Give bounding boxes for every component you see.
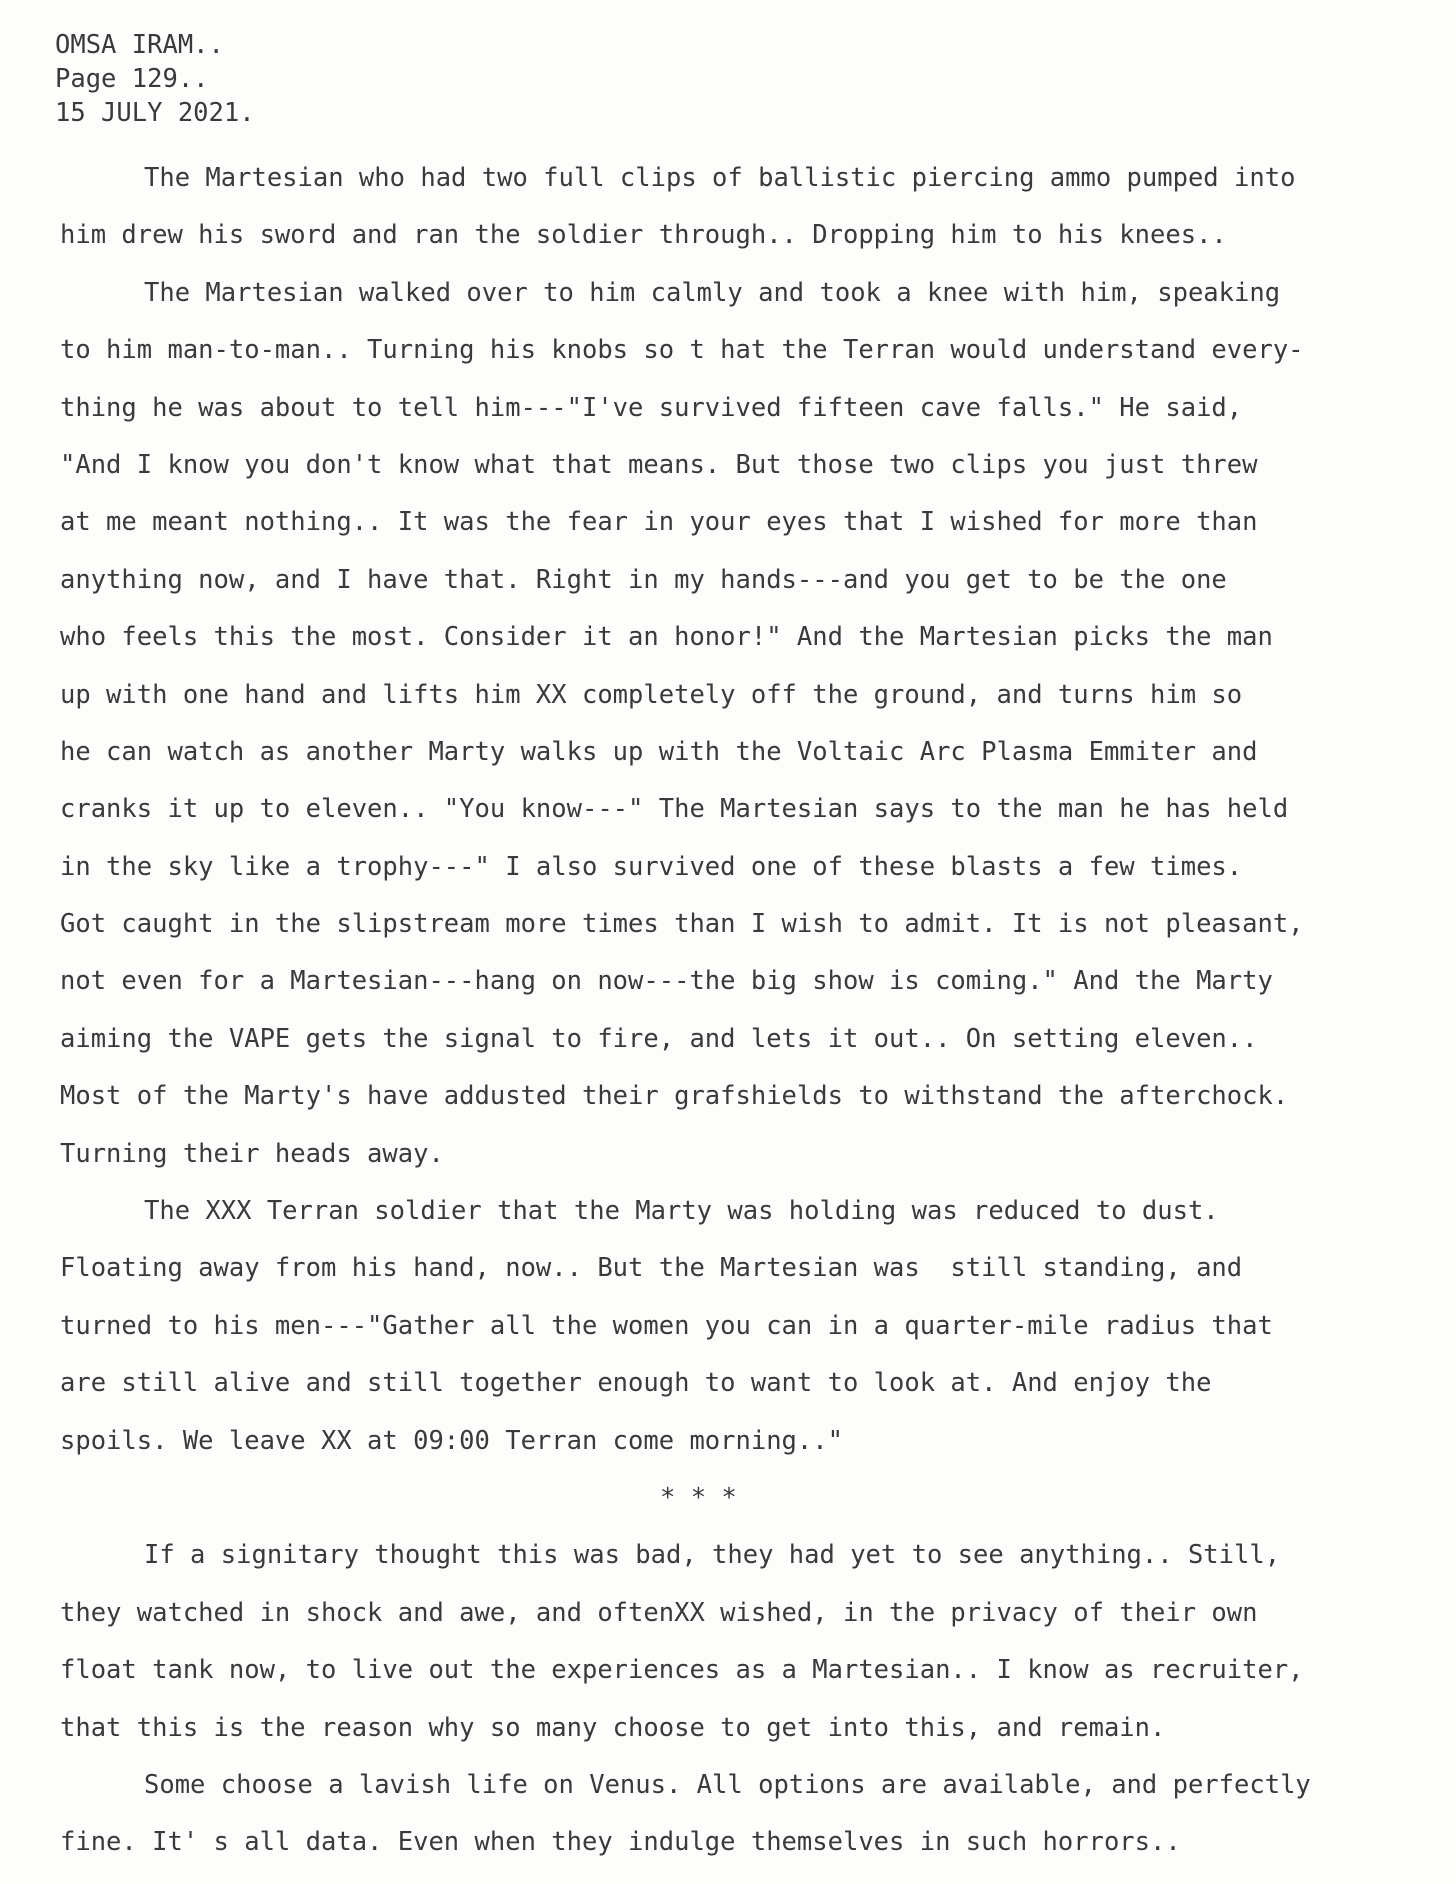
text-line: spoils. We leave XX at 09:00 Terran come morning.." [60,1425,843,1456]
text-line: Turning their heads away. [60,1138,444,1169]
text-line: fine. It' s all data. Even when they indulge themselves in such horrors.. [60,1827,1181,1858]
text-line: Some choose a lavish life on Venus. All options are available, and perfectly [144,1769,1311,1800]
text-line: up with one hand and lifts him XX completely off the ground, and turns him so [60,679,1243,710]
text-line: aiming the VAPE gets the signal to fire, and lets it out.. On setting eleven.. [60,1023,1258,1054]
text-line: The Martesian who had two full clips of ballistic piercing ammo pumped into [144,163,1296,193]
text-line: turned to his men---"Gather all the women you can in a quarter-mile radius that [60,1310,1273,1341]
author-line: OMSA IRAM.. [55,30,224,60]
text-line: are still alive and still together enough to want to look at. And enjoy the [60,1368,1212,1399]
text-line: Floating away from his hand, now.. But the Martesian was still standing, and [60,1253,1243,1284]
text-line: him drew his sword and ran the soldier through.. Dropping him to his knees.. [60,220,1227,251]
text-line: float tank now, to live out the experiences as a Martesian.. I know as recruiter, [60,1655,1304,1686]
text-line: Most of the Marty's have addusted their grafshields to withstand the afterchock. [60,1081,1289,1112]
page-number-line: Page 129.. [55,64,209,94]
page-header [55,28,255,130]
text-line: he can watch as another Marty walks up with the Voltaic Arc Plasma Emmiter and [60,736,1258,767]
text-line: The Martesian walked over to him calmly and took a knee with him, speaking [144,277,1281,308]
text-line: thing he was about to tell him---"I've survived fifteen cave falls." He said, [60,392,1243,423]
text-line: to him man-to-man.. Turning his knobs so t hat the Terran would understand every- [60,335,1304,366]
text-line: they watched in shock and awe, and oftenXX wished, in the privacy of their own [60,1597,1258,1628]
text-line: who feels this the most. Consider it an honor!" And the Martesian picks the man [60,622,1273,653]
text-line: The XXX Terran soldier that the Marty was holding was reduced to dust. [144,1196,1219,1227]
text-line: at me meant nothing.. It was the fear in your eyes that I wished for more than [60,507,1258,538]
text-line: cranks it up to eleven.. "You know---" The Martesian says to the man he has held [60,794,1289,825]
text-line: "And I know you don't know what that means. But those two clips you just threw [60,449,1258,480]
text-line: If a signitary thought this was bad, they had yet to see anything.. Still, [144,1540,1281,1571]
text-line: that this is the reason why so many choose to get into this, and remain. [60,1712,1166,1743]
text-line: Got caught in the slipstream more times than I wish to admit. It is not pleasant, [60,909,1304,940]
text-line: anything now, and I have that. Right in my hands---and you get to be the one [60,564,1227,595]
date-line: 15 JULY 2021. [55,98,255,128]
section-separator: * * * [660,1482,737,1513]
manuscript-body [60,150,1450,1872]
text-line: in the sky like a trophy---" I also survived one of these blasts a few times. [60,851,1243,882]
text-line: not even for a Martesian---hang on now---the big show is coming." And the Marty [60,966,1273,997]
